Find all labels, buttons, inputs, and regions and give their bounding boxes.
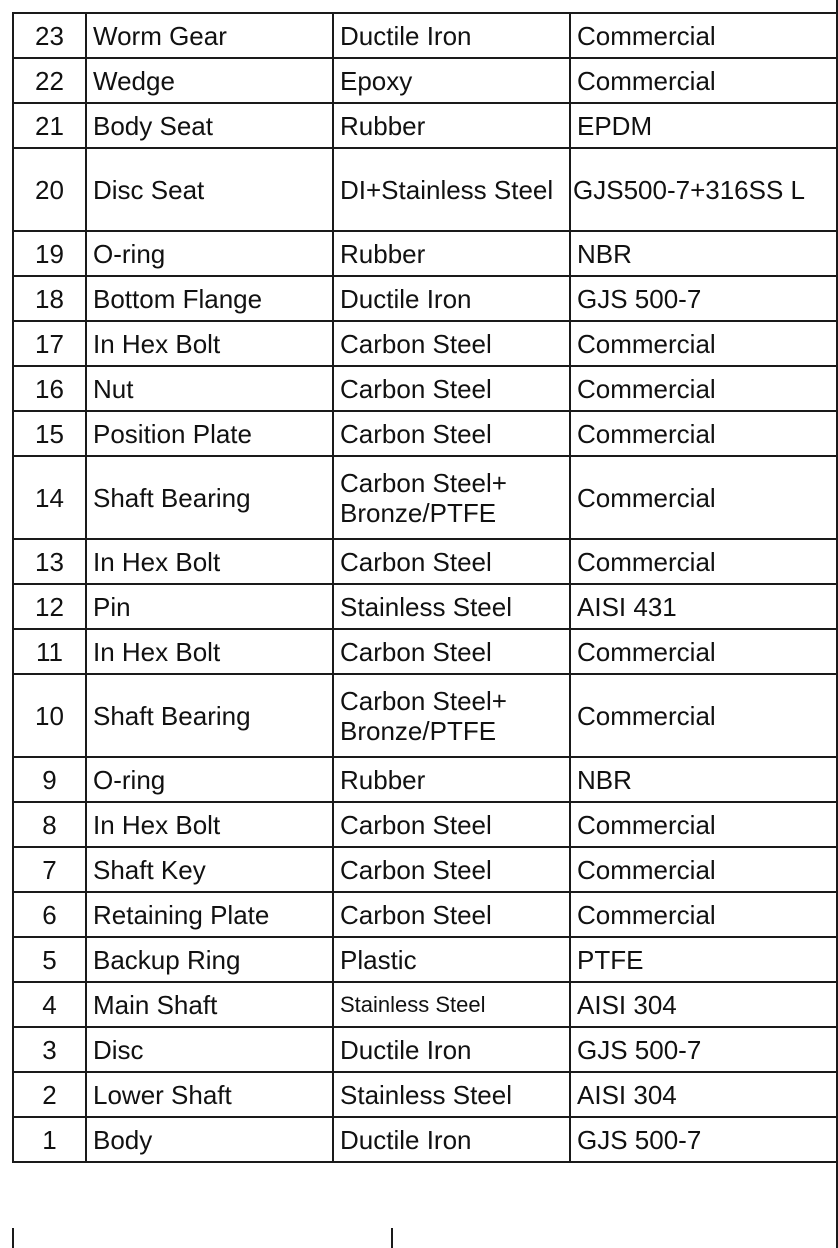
material-cell: Carbon Steel xyxy=(333,802,570,847)
part-name-cell: Body Seat xyxy=(86,103,333,148)
part-number-cell: 20 xyxy=(13,148,86,231)
material-cell: Plastic xyxy=(333,937,570,982)
part-number-cell: 7 xyxy=(13,847,86,892)
material-cell: Rubber xyxy=(333,231,570,276)
part-name-cell: Position Plate xyxy=(86,411,333,456)
table-row xyxy=(13,411,838,456)
spec-cell: Commercial xyxy=(570,366,838,411)
part-name-cell: Nut xyxy=(86,366,333,411)
spec-cell: Commercial xyxy=(570,411,838,456)
material-cell: Carbon Steel+ Bronze/PTFE xyxy=(333,674,570,757)
table-row xyxy=(13,366,838,411)
table-row xyxy=(13,937,838,982)
part-name-cell: Disc xyxy=(86,1027,333,1072)
table-row xyxy=(13,1117,838,1162)
table-row xyxy=(13,103,838,148)
table-row xyxy=(13,1072,838,1117)
spec-cell: Commercial xyxy=(570,539,838,584)
part-number-cell: 11 xyxy=(13,629,86,674)
table-row xyxy=(13,321,838,366)
spec-cell: EPDM xyxy=(570,103,838,148)
part-number-cell: 22 xyxy=(13,58,86,103)
material-cell: Carbon Steel xyxy=(333,321,570,366)
material-cell: Rubber xyxy=(333,103,570,148)
part-number-cell: 12 xyxy=(13,584,86,629)
material-cell: Stainless Steel xyxy=(333,1072,570,1117)
part-number-cell: 6 xyxy=(13,892,86,937)
spec-cell: AISI 431 xyxy=(570,584,838,629)
part-number-cell: 4 xyxy=(13,982,86,1027)
part-number-cell: 9 xyxy=(13,757,86,802)
part-name-cell: Shaft Key xyxy=(86,847,333,892)
part-name-cell: O-ring xyxy=(86,231,333,276)
table-row xyxy=(13,847,838,892)
part-number-cell: 8 xyxy=(13,802,86,847)
material-cell: Epoxy xyxy=(333,58,570,103)
spec-cell: GJS500-7+316SS L xyxy=(570,148,838,231)
spec-cell: AISI 304 xyxy=(570,1072,838,1117)
material-cell: Stainless Steel xyxy=(333,982,570,1027)
spec-cell: Commercial xyxy=(570,629,838,674)
part-name-cell: Shaft Bearing xyxy=(86,674,333,757)
parts-table xyxy=(12,12,838,1163)
table-row xyxy=(13,802,838,847)
part-number-cell: 16 xyxy=(13,366,86,411)
material-cell: Carbon Steel xyxy=(333,847,570,892)
spec-cell: Commercial xyxy=(570,802,838,847)
material-cell: Carbon Steel xyxy=(333,366,570,411)
material-cell: Carbon Steel xyxy=(333,629,570,674)
table-row xyxy=(13,13,838,58)
spec-cell: Commercial xyxy=(570,892,838,937)
table-bottom-divider xyxy=(391,1228,393,1248)
spec-cell: Commercial xyxy=(570,13,838,58)
table-bottom-left-border xyxy=(12,1228,14,1248)
part-name-cell: Body xyxy=(86,1117,333,1162)
parts-table-body xyxy=(13,13,838,1162)
material-cell: Carbon Steel+ Bronze/PTFE xyxy=(333,456,570,539)
table-row xyxy=(13,276,838,321)
part-number-cell: 18 xyxy=(13,276,86,321)
part-number-cell: 19 xyxy=(13,231,86,276)
part-name-cell: Bottom Flange xyxy=(86,276,333,321)
material-cell: Rubber xyxy=(333,757,570,802)
part-number-cell: 13 xyxy=(13,539,86,584)
spec-cell: GJS 500-7 xyxy=(570,276,838,321)
material-cell: Ductile Iron xyxy=(333,1117,570,1162)
part-number-cell: 2 xyxy=(13,1072,86,1117)
part-name-cell: In Hex Bolt xyxy=(86,629,333,674)
part-number-cell: 21 xyxy=(13,103,86,148)
table-row xyxy=(13,1027,838,1072)
spec-cell: Commercial xyxy=(570,674,838,757)
spec-cell: Commercial xyxy=(570,847,838,892)
part-number-cell: 15 xyxy=(13,411,86,456)
material-cell: Carbon Steel xyxy=(333,411,570,456)
part-number-cell: 3 xyxy=(13,1027,86,1072)
spec-cell: AISI 304 xyxy=(570,982,838,1027)
table-row xyxy=(13,982,838,1027)
table-row xyxy=(13,757,838,802)
table-row xyxy=(13,584,838,629)
part-name-cell: Main Shaft xyxy=(86,982,333,1027)
table-row xyxy=(13,148,838,231)
part-name-cell: Retaining Plate xyxy=(86,892,333,937)
part-name-cell: In Hex Bolt xyxy=(86,321,333,366)
material-cell: Carbon Steel xyxy=(333,539,570,584)
material-cell: Carbon Steel xyxy=(333,892,570,937)
table-row xyxy=(13,674,838,757)
part-name-cell: O-ring xyxy=(86,757,333,802)
spec-cell: Commercial xyxy=(570,456,838,539)
table-row xyxy=(13,539,838,584)
part-number-cell: 23 xyxy=(13,13,86,58)
table-row xyxy=(13,629,838,674)
spec-cell: GJS 500-7 xyxy=(570,1117,838,1162)
material-cell: Stainless Steel xyxy=(333,584,570,629)
table-row xyxy=(13,456,838,539)
table-row xyxy=(13,58,838,103)
part-name-cell: In Hex Bolt xyxy=(86,802,333,847)
part-name-cell: Lower Shaft xyxy=(86,1072,333,1117)
material-cell: Ductile Iron xyxy=(333,13,570,58)
material-cell: Ductile Iron xyxy=(333,276,570,321)
part-number-cell: 14 xyxy=(13,456,86,539)
table-row xyxy=(13,892,838,937)
material-cell: Ductile Iron xyxy=(333,1027,570,1072)
spec-cell: Commercial xyxy=(570,321,838,366)
part-number-cell: 1 xyxy=(13,1117,86,1162)
part-name-cell: Shaft Bearing xyxy=(86,456,333,539)
spec-cell: NBR xyxy=(570,757,838,802)
spec-cell: Commercial xyxy=(570,58,838,103)
part-name-cell: Pin xyxy=(86,584,333,629)
part-name-cell: Wedge xyxy=(86,58,333,103)
part-name-cell: Backup Ring xyxy=(86,937,333,982)
spec-cell: PTFE xyxy=(570,937,838,982)
part-name-cell: Disc Seat xyxy=(86,148,333,231)
part-number-cell: 17 xyxy=(13,321,86,366)
spec-cell: NBR xyxy=(570,231,838,276)
part-name-cell: In Hex Bolt xyxy=(86,539,333,584)
spec-cell: GJS 500-7 xyxy=(570,1027,838,1072)
part-number-cell: 5 xyxy=(13,937,86,982)
part-name-cell: Worm Gear xyxy=(86,13,333,58)
part-number-cell: 10 xyxy=(13,674,86,757)
table-row xyxy=(13,231,838,276)
material-cell: DI+Stainless Steel xyxy=(333,148,570,231)
